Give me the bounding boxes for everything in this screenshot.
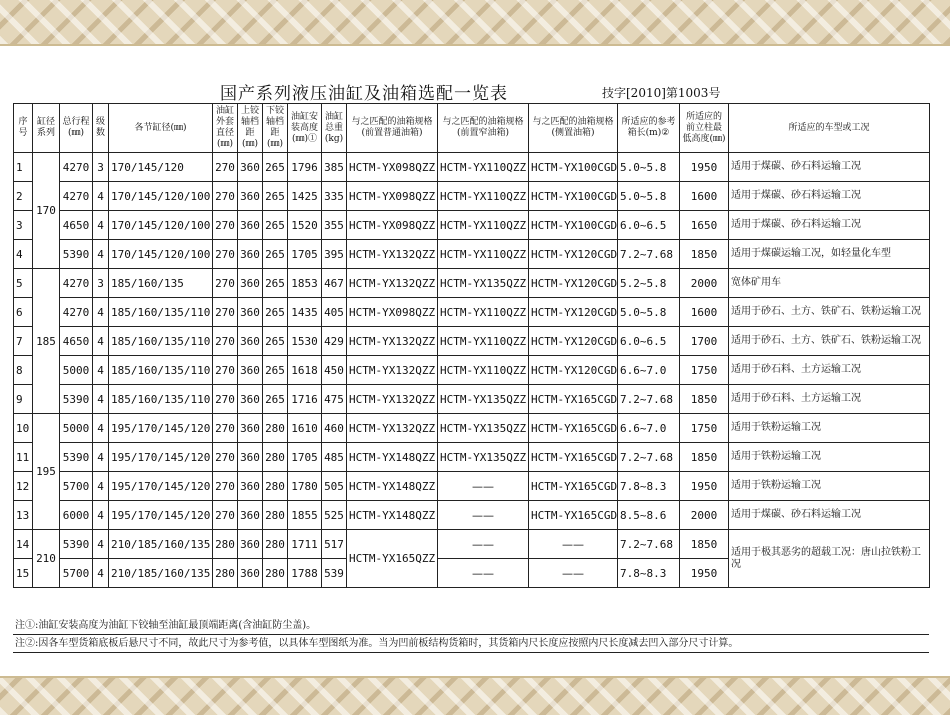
cell-side: HCTM-YX120CGD	[529, 327, 618, 356]
cell-upper: 360	[238, 414, 263, 443]
table-row	[14, 211, 930, 240]
cell-stages: 4	[93, 240, 109, 269]
col-header: 油缸总重(kg)	[322, 104, 347, 153]
cell-bores: 195/170/145/120	[109, 472, 213, 501]
cell-lower: 265	[263, 327, 288, 356]
cell-narrow: HCTM-YX135QZZ	[438, 269, 529, 298]
cell-bores: 185/160/135	[109, 269, 213, 298]
cell-upper: 360	[238, 327, 263, 356]
cell-len: 7.8~8.3	[618, 559, 680, 588]
cell-narrow: ——	[438, 530, 529, 559]
page-title: 国产系列液压油缸及油箱选配一览表	[220, 84, 508, 104]
col-header: 缸径系列	[33, 104, 60, 153]
cell-stages: 4	[93, 559, 109, 588]
col-header: 与之匹配的油箱规格(侧置油箱)	[529, 104, 618, 153]
cell-outer: 280	[213, 530, 238, 559]
cell-height: 1711	[288, 530, 322, 559]
cell-len: 8.5~8.6	[618, 501, 680, 530]
cell-len: 7.8~8.3	[618, 472, 680, 501]
footnote-2: 注②:因各车型货箱底板后悬尺寸不同，故此尺寸为参考值，以具体车型图纸为准。当为凹前板结构货箱时，其货箱内尺长度应按照内尺长度减去凹入部分尺寸计算。	[13, 635, 929, 653]
cell-side: HCTM-YX120CGD	[529, 269, 618, 298]
table-row	[14, 153, 930, 182]
cell-no: 3	[14, 211, 33, 240]
cell-side: HCTM-YX165CGD	[529, 472, 618, 501]
cell-lower: 265	[263, 385, 288, 414]
cell-stages: 3	[93, 153, 109, 182]
cell-front: HCTM-YX148QZZ	[347, 472, 438, 501]
table-row	[14, 356, 930, 385]
cell-height: 1796	[288, 153, 322, 182]
cell-lower: 280	[263, 559, 288, 588]
document-code: 技字[2010]第1003号	[602, 86, 721, 100]
cell-height: 1855	[288, 501, 322, 530]
cell-cond: 适用于煤碳、砂石料运输工况	[729, 501, 930, 530]
cell-weight: 525	[322, 501, 347, 530]
cell-len: 5.0~5.8	[618, 153, 680, 182]
decorative-bottom-band	[0, 676, 950, 715]
cell-no: 13	[14, 501, 33, 530]
cell-side: HCTM-YX100CGD	[529, 211, 618, 240]
cell-upper: 360	[238, 240, 263, 269]
cell-stroke: 4270	[60, 269, 93, 298]
cell-upper: 360	[238, 153, 263, 182]
cell-weight: 335	[322, 182, 347, 211]
cell-post: 1750	[680, 356, 729, 385]
cell-len: 7.2~7.68	[618, 443, 680, 472]
cell-no: 2	[14, 182, 33, 211]
selection-table	[13, 103, 930, 588]
cell-no: 10	[14, 414, 33, 443]
table-row	[14, 269, 930, 298]
cell-height: 1788	[288, 559, 322, 588]
table-row	[14, 443, 930, 472]
cell-outer: 270	[213, 501, 238, 530]
cell-side: HCTM-YX100CGD	[529, 182, 618, 211]
cell-lower: 280	[263, 472, 288, 501]
col-header: 所适应的参考箱长(m)②	[618, 104, 680, 153]
cell-stages: 4	[93, 530, 109, 559]
cell-post: 1650	[680, 211, 729, 240]
cell-upper: 360	[238, 356, 263, 385]
cell-post: 1850	[680, 443, 729, 472]
table-row	[14, 414, 930, 443]
cell-front: HCTM-YX148QZZ	[347, 443, 438, 472]
cell-bores: 195/170/145/120	[109, 443, 213, 472]
cell-narrow: HCTM-YX110QZZ	[438, 298, 529, 327]
cell-stroke: 4270	[60, 298, 93, 327]
col-header: 上铰轴档距(㎜)	[238, 104, 263, 153]
cell-stroke: 4650	[60, 327, 93, 356]
cell-narrow: HCTM-YX110QZZ	[438, 356, 529, 385]
cell-height: 1716	[288, 385, 322, 414]
cell-weight: 355	[322, 211, 347, 240]
cell-stages: 4	[93, 414, 109, 443]
cell-bores: 170/145/120	[109, 153, 213, 182]
cell-len: 5.0~5.8	[618, 298, 680, 327]
cell-side: HCTM-YX165CGD	[529, 385, 618, 414]
cell-stages: 4	[93, 501, 109, 530]
table-row	[14, 327, 930, 356]
cell-post: 1850	[680, 530, 729, 559]
cell-upper: 360	[238, 472, 263, 501]
cell-bores: 195/170/145/120	[109, 501, 213, 530]
cell-stages: 4	[93, 182, 109, 211]
cell-cond: 适用于砂石、土方、铁矿石、铁粉运输工况	[729, 298, 930, 327]
cell-front: HCTM-YX132QZZ	[347, 327, 438, 356]
cell-bores: 185/160/135/110	[109, 298, 213, 327]
cell-lower: 265	[263, 211, 288, 240]
cell-post: 1750	[680, 414, 729, 443]
cell-no: 1	[14, 153, 33, 182]
cell-weight: 485	[322, 443, 347, 472]
cell-stages: 4	[93, 298, 109, 327]
col-header: 与之匹配的油箱规格(前置窄油箱)	[438, 104, 529, 153]
cell-len: 5.2~5.8	[618, 269, 680, 298]
cell-weight: 385	[322, 153, 347, 182]
cell-side: ——	[529, 559, 618, 588]
cell-outer: 270	[213, 356, 238, 385]
cell-height: 1705	[288, 240, 322, 269]
cell-stroke: 4650	[60, 211, 93, 240]
cell-stages: 4	[93, 385, 109, 414]
cell-no: 14	[14, 530, 33, 559]
cell-cond: 适用于铁粉运输工况	[729, 472, 930, 501]
cell-outer: 270	[213, 472, 238, 501]
cell-lower: 265	[263, 269, 288, 298]
cell-outer: 270	[213, 327, 238, 356]
cell-lower: 265	[263, 240, 288, 269]
cell-series: 195	[33, 414, 60, 530]
cell-outer: 270	[213, 269, 238, 298]
cell-narrow: HCTM-YX110QZZ	[438, 182, 529, 211]
cell-upper: 360	[238, 182, 263, 211]
cell-post: 1600	[680, 298, 729, 327]
cell-cond: 适用于铁粉运输工况	[729, 443, 930, 472]
cell-cond: 适用于砂石、土方、铁矿石、铁粉运输工况	[729, 327, 930, 356]
cell-cond: 适用于砂石料、土方运输工况	[729, 385, 930, 414]
cell-no: 4	[14, 240, 33, 269]
decorative-top-band	[0, 0, 950, 46]
table-row	[14, 298, 930, 327]
cell-outer: 270	[213, 153, 238, 182]
cell-lower: 280	[263, 501, 288, 530]
cell-no: 15	[14, 559, 33, 588]
cell-bores: 210/185/160/135	[109, 559, 213, 588]
cell-front: HCTM-YX132QZZ	[347, 414, 438, 443]
footnotes	[13, 617, 929, 653]
cell-bores: 170/145/120/100	[109, 211, 213, 240]
cell-post: 1950	[680, 559, 729, 588]
cell-height: 1853	[288, 269, 322, 298]
cell-upper: 360	[238, 443, 263, 472]
cell-stages: 4	[93, 443, 109, 472]
cell-post: 1850	[680, 385, 729, 414]
cell-cond: 适用于煤碳运输工况，如轻量化车型	[729, 240, 930, 269]
cell-bores: 170/145/120/100	[109, 182, 213, 211]
cell-height: 1610	[288, 414, 322, 443]
cell-stroke: 5000	[60, 414, 93, 443]
cell-side: HCTM-YX100CGD	[529, 153, 618, 182]
cell-front: HCTM-YX132QZZ	[347, 356, 438, 385]
cell-upper: 360	[238, 501, 263, 530]
cell-side: HCTM-YX165CGD	[529, 501, 618, 530]
cell-cond-merged: 适用于极其恶劣的超载工况：唐山拉铁粉工况	[729, 530, 930, 588]
cell-height: 1618	[288, 356, 322, 385]
cell-lower: 265	[263, 356, 288, 385]
cell-stroke: 5000	[60, 356, 93, 385]
col-header: 序号	[14, 104, 33, 153]
cell-height: 1705	[288, 443, 322, 472]
cell-bores: 185/160/135/110	[109, 385, 213, 414]
cell-bores: 210/185/160/135	[109, 530, 213, 559]
cell-no: 5	[14, 269, 33, 298]
cell-side: HCTM-YX165CGD	[529, 443, 618, 472]
cell-height: 1780	[288, 472, 322, 501]
cell-no: 12	[14, 472, 33, 501]
cell-upper: 360	[238, 269, 263, 298]
cell-series: 210	[33, 530, 60, 588]
cell-outer: 270	[213, 443, 238, 472]
cell-lower: 265	[263, 182, 288, 211]
cell-outer: 270	[213, 298, 238, 327]
cell-weight: 395	[322, 240, 347, 269]
col-header: 与之匹配的油箱规格(前置普通油箱)	[347, 104, 438, 153]
cell-outer: 280	[213, 559, 238, 588]
cell-narrow: HCTM-YX110QZZ	[438, 211, 529, 240]
cell-height: 1435	[288, 298, 322, 327]
cell-stages: 4	[93, 211, 109, 240]
cell-upper: 360	[238, 559, 263, 588]
cell-height: 1530	[288, 327, 322, 356]
cell-len: 6.0~6.5	[618, 211, 680, 240]
cell-post: 2000	[680, 269, 729, 298]
cell-lower: 280	[263, 443, 288, 472]
cell-stroke: 5390	[60, 530, 93, 559]
cell-series: 185	[33, 269, 60, 414]
cell-bores: 185/160/135/110	[109, 327, 213, 356]
cell-front: HCTM-YX098QZZ	[347, 182, 438, 211]
cell-post: 2000	[680, 501, 729, 530]
cell-narrow: HCTM-YX110QZZ	[438, 240, 529, 269]
cell-front: HCTM-YX098QZZ	[347, 298, 438, 327]
cell-outer: 270	[213, 240, 238, 269]
cell-outer: 270	[213, 414, 238, 443]
cell-weight: 450	[322, 356, 347, 385]
cell-no: 7	[14, 327, 33, 356]
cell-stroke: 4270	[60, 153, 93, 182]
cell-post: 1600	[680, 182, 729, 211]
table-row	[14, 385, 930, 414]
col-header: 所适应的前立柱最低高度(㎜)	[680, 104, 729, 153]
cell-narrow: HCTM-YX110QZZ	[438, 153, 529, 182]
cell-upper: 360	[238, 385, 263, 414]
cell-side: ——	[529, 530, 618, 559]
cell-lower: 280	[263, 414, 288, 443]
cell-outer: 270	[213, 211, 238, 240]
cell-stages: 4	[93, 356, 109, 385]
cell-side: HCTM-YX120CGD	[529, 298, 618, 327]
cell-side: HCTM-YX120CGD	[529, 356, 618, 385]
cell-bores: 185/160/135/110	[109, 356, 213, 385]
cell-front: HCTM-YX098QZZ	[347, 211, 438, 240]
col-header: 级数	[93, 104, 109, 153]
cell-front: HCTM-YX132QZZ	[347, 385, 438, 414]
cell-weight: 517	[322, 530, 347, 559]
cell-stages: 4	[93, 472, 109, 501]
cell-narrow: HCTM-YX135QZZ	[438, 385, 529, 414]
cell-weight: 460	[322, 414, 347, 443]
table-row	[14, 472, 930, 501]
cell-narrow: ——	[438, 472, 529, 501]
cell-cond: 适用于煤碳、砂石料运输工况	[729, 211, 930, 240]
table-row	[14, 501, 930, 530]
cell-side: HCTM-YX120CGD	[529, 240, 618, 269]
cell-stroke: 5700	[60, 559, 93, 588]
footnote-1: 注①:油缸安装高度为油缸下铰轴至油缸最顶端距离(含油缸防尘盖)。	[13, 617, 929, 635]
cell-len: 5.0~5.8	[618, 182, 680, 211]
col-header: 下铰轴档距(㎜)	[263, 104, 288, 153]
cell-upper: 360	[238, 298, 263, 327]
cell-stroke: 5390	[60, 385, 93, 414]
cell-stroke: 5390	[60, 443, 93, 472]
cell-lower: 265	[263, 298, 288, 327]
cell-post: 1950	[680, 472, 729, 501]
cell-post: 1850	[680, 240, 729, 269]
cell-no: 6	[14, 298, 33, 327]
cell-narrow: HCTM-YX135QZZ	[438, 414, 529, 443]
cell-front: HCTM-YX132QZZ	[347, 269, 438, 298]
col-header: 所适应的车型或工况	[729, 104, 930, 153]
cell-stroke: 5700	[60, 472, 93, 501]
cell-narrow: ——	[438, 501, 529, 530]
cell-height: 1425	[288, 182, 322, 211]
col-header: 各节缸径(㎜)	[109, 104, 213, 153]
cell-height: 1520	[288, 211, 322, 240]
cell-weight: 429	[322, 327, 347, 356]
cell-stages: 4	[93, 327, 109, 356]
cell-bores: 170/145/120/100	[109, 240, 213, 269]
cell-upper: 360	[238, 530, 263, 559]
cell-upper: 360	[238, 211, 263, 240]
cell-len: 6.0~6.5	[618, 327, 680, 356]
cell-cond: 适用于煤碳、砂石料运输工况	[729, 182, 930, 211]
cell-lower: 280	[263, 530, 288, 559]
cell-no: 9	[14, 385, 33, 414]
cell-narrow: HCTM-YX110QZZ	[438, 327, 529, 356]
cell-weight: 505	[322, 472, 347, 501]
cell-len: 7.2~7.68	[618, 240, 680, 269]
cell-bores: 195/170/145/120	[109, 414, 213, 443]
col-header: 油缸安装高度(㎜)①	[288, 104, 322, 153]
cell-post: 1950	[680, 153, 729, 182]
cell-weight: 405	[322, 298, 347, 327]
cell-cond: 适用于砂石料、土方运输工况	[729, 356, 930, 385]
col-header: 油缸外套直径(㎜)	[213, 104, 238, 153]
cell-no: 11	[14, 443, 33, 472]
table-row	[14, 182, 930, 211]
cell-cond: 适用于煤碳、砂石料运输工况	[729, 153, 930, 182]
cell-outer: 270	[213, 385, 238, 414]
cell-len: 6.6~7.0	[618, 356, 680, 385]
cell-lower: 265	[263, 153, 288, 182]
cell-weight: 539	[322, 559, 347, 588]
cell-cond: 宽体矿用车	[729, 269, 930, 298]
cell-front: HCTM-YX098QZZ	[347, 153, 438, 182]
cell-len: 7.2~7.68	[618, 530, 680, 559]
cell-outer: 270	[213, 182, 238, 211]
cell-series: 170	[33, 153, 60, 269]
table-row	[14, 240, 930, 269]
cell-post: 1700	[680, 327, 729, 356]
cell-narrow: HCTM-YX135QZZ	[438, 443, 529, 472]
cell-front-merged: HCTM-YX165QZZ	[347, 530, 438, 588]
cell-cond: 适用于铁粉运输工况	[729, 414, 930, 443]
cell-weight: 475	[322, 385, 347, 414]
cell-side: HCTM-YX165CGD	[529, 414, 618, 443]
cell-stages: 3	[93, 269, 109, 298]
header-row	[14, 104, 930, 153]
cell-weight: 467	[322, 269, 347, 298]
cell-front: HCTM-YX132QZZ	[347, 240, 438, 269]
cell-stroke: 6000	[60, 501, 93, 530]
col-header: 总行程(㎜)	[60, 104, 93, 153]
cell-stroke: 5390	[60, 240, 93, 269]
cell-front: HCTM-YX148QZZ	[347, 501, 438, 530]
cell-narrow: ——	[438, 559, 529, 588]
table-row	[14, 530, 930, 559]
cell-len: 7.2~7.68	[618, 385, 680, 414]
cell-len: 6.6~7.0	[618, 414, 680, 443]
cell-no: 8	[14, 356, 33, 385]
cell-stroke: 4270	[60, 182, 93, 211]
